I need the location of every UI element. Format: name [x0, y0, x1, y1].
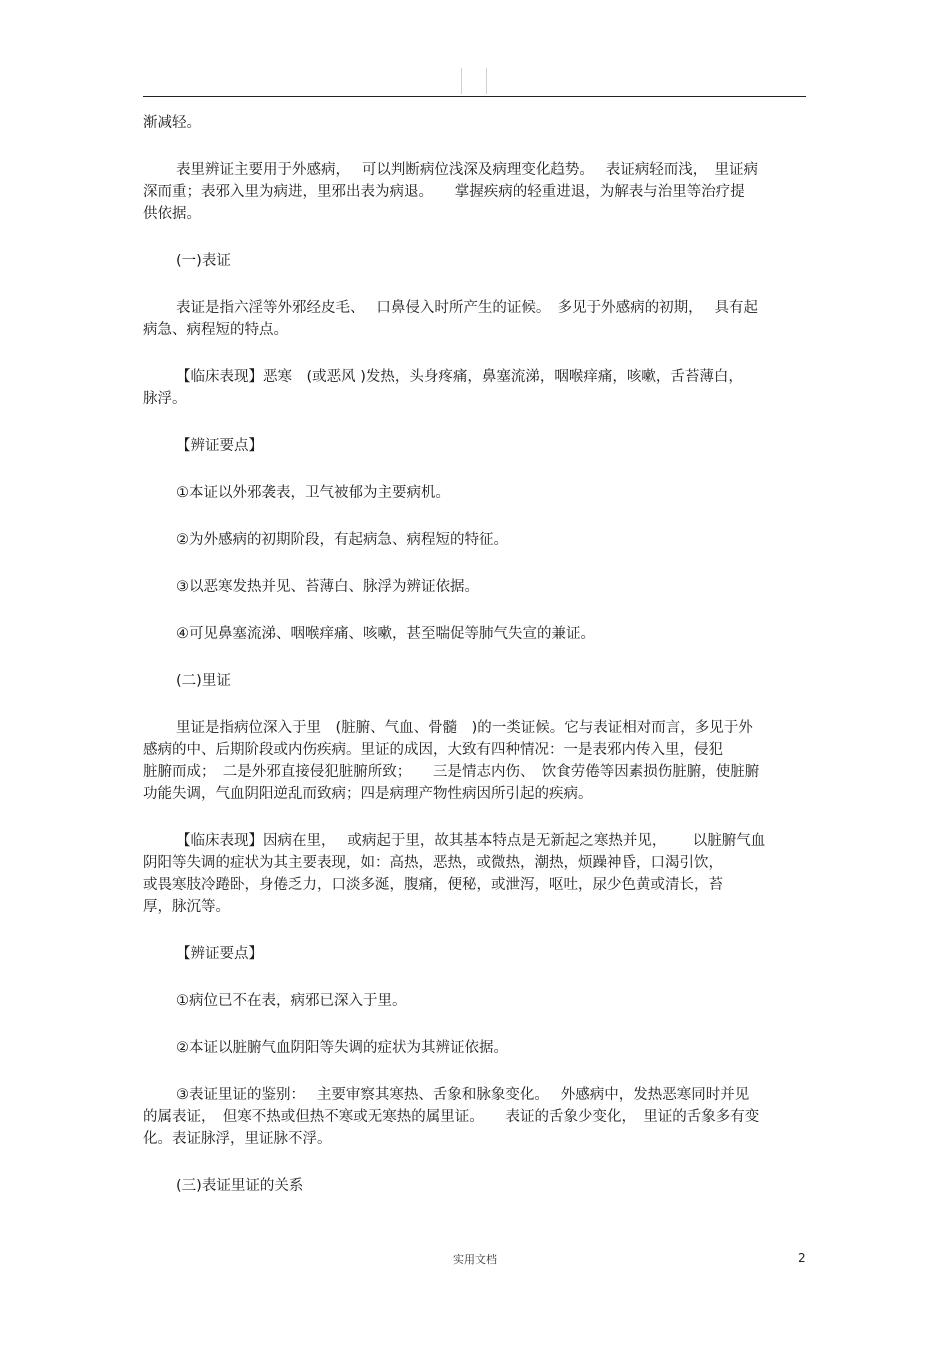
- paragraph: [143, 576, 806, 598]
- header-mark-left: [461, 68, 462, 94]
- document-body: [143, 112, 806, 1222]
- header-mark-right: [486, 68, 487, 94]
- paragraph-line: 功能失调，气血阴阳逆乱而致病；四是病理产物性病因所引起的疾病。: [143, 786, 593, 802]
- paragraph-line: ②本证以脏腑气血阴阳等失调的症状为其辨证依据。: [176, 1040, 508, 1056]
- paragraph: [143, 990, 806, 1012]
- paragraph-line: ④可见鼻塞流涕、咽喉痒痛、咳嗽，甚至喘促等肺气失宣的兼证。: [176, 626, 595, 642]
- paragraph-line: 【辨证要点】: [176, 946, 263, 962]
- paragraph-line: 深而重；表邪入里为病进，里邪出表为病退。 掌握疾病的轻重进退，为解表与治里等治疗提: [143, 184, 745, 200]
- paragraph: [143, 159, 806, 225]
- paragraph-line: 供依据。: [143, 206, 201, 222]
- paragraph-line: ②为外感病的初期阶段，有起病急、病程短的特征。: [176, 532, 508, 548]
- paragraph: [143, 112, 806, 134]
- paragraph-line: ①病位已不在表，病邪已深入于里。: [176, 993, 407, 1009]
- paragraph: [143, 366, 806, 410]
- paragraph-line: 【临床表现】因病在里， 或病起于里，故其基本特点是无新起之寒热并见， 以脏腑气血: [176, 833, 766, 849]
- paragraph-line: (三)表证里证的关系: [176, 1178, 304, 1194]
- paragraph-line: 表里辨证主要用于外感病， 可以判断病位浅深及病理变化趋势。 表证病轻而浅， 里证病: [176, 162, 758, 178]
- paragraph-line: ③以恶寒发热并见、苔薄白、脉浮为辨证依据。: [176, 579, 479, 595]
- paragraph: [143, 623, 806, 645]
- paragraph-line: 脏腑而成； 二是外邪直接侵犯脏腑所致； 三是情志内伤、 饮食劳倦等因素损伤脏腑，使脏腑: [143, 764, 760, 780]
- paragraph-line: 渐减轻。: [143, 115, 201, 131]
- paragraph-line: ③表证里证的鉴别： 主要审察其寒热、舌象和脉象变化。 外感病中，发热恶寒同时并见: [176, 1087, 750, 1103]
- paragraph-line: 【临床表现】恶寒 (或恶风 )发热，头身疼痛，鼻塞流涕，咽喉痒痛，咳嗽，舌苔薄白，: [176, 369, 743, 385]
- paragraph-line: 里证是指病位深入于里 (脏腑、气血、骨髓 )的一类证候。它与表证相对而言，多见于外: [176, 720, 753, 736]
- paragraph: [143, 1037, 806, 1059]
- paragraph: [143, 943, 806, 965]
- paragraph-line: 的属表证， 但寒不热或但热不寒或无寒热的属里证。 表证的舌象少变化， 里证的舌象多有变: [143, 1109, 760, 1125]
- paragraph-line: ①本证以外邪袭表，卫气被郁为主要病机。: [176, 485, 450, 501]
- paragraph-line: 感病的中、后期阶段或内伤疾病。里证的成因，大致有四种情况：一是表邪内传入里，侵犯: [143, 742, 723, 758]
- paragraph-line: 表证是指六淫等外邪经皮毛、 口鼻侵入时所产生的证候。 多见于外感病的初期， 具有起: [176, 300, 758, 316]
- paragraph-line: (二)里证: [176, 673, 231, 689]
- paragraph: [143, 250, 806, 272]
- paragraph-line: 病急、病程短的特点。: [143, 322, 288, 338]
- paragraph-line: 【辨证要点】: [176, 438, 263, 454]
- paragraph: [143, 1084, 806, 1150]
- paragraph-line: 阴阳等失调的症状为其主要表现，如：高热，恶热，或微热，潮热，烦躁神昏，口渴引饮，: [143, 855, 723, 871]
- paragraph-line: 脉浮。: [143, 391, 187, 407]
- paragraph: [143, 670, 806, 692]
- paragraph: [143, 529, 806, 551]
- paragraph-line: 厚，脉沉等。: [143, 899, 230, 915]
- header-rule: [143, 96, 806, 97]
- paragraph: [143, 435, 806, 457]
- paragraph: [143, 1175, 806, 1197]
- paragraph: [143, 717, 806, 805]
- paragraph: [143, 297, 806, 341]
- paragraph: [143, 830, 806, 918]
- paragraph: [143, 482, 806, 504]
- paragraph-line: 或畏寒肢冷踡卧，身倦乏力，口淡多涎，腹痛，便秘，或泄泻，呕吐，尿少色黄或清长，苔: [143, 877, 723, 893]
- footer-text: 实用文档: [453, 1253, 497, 1266]
- page-number: 2: [798, 1251, 806, 1265]
- paragraph-line: (一)表证: [176, 253, 231, 269]
- paragraph-line: 化。表证脉浮，里证脉不浮。: [143, 1131, 332, 1147]
